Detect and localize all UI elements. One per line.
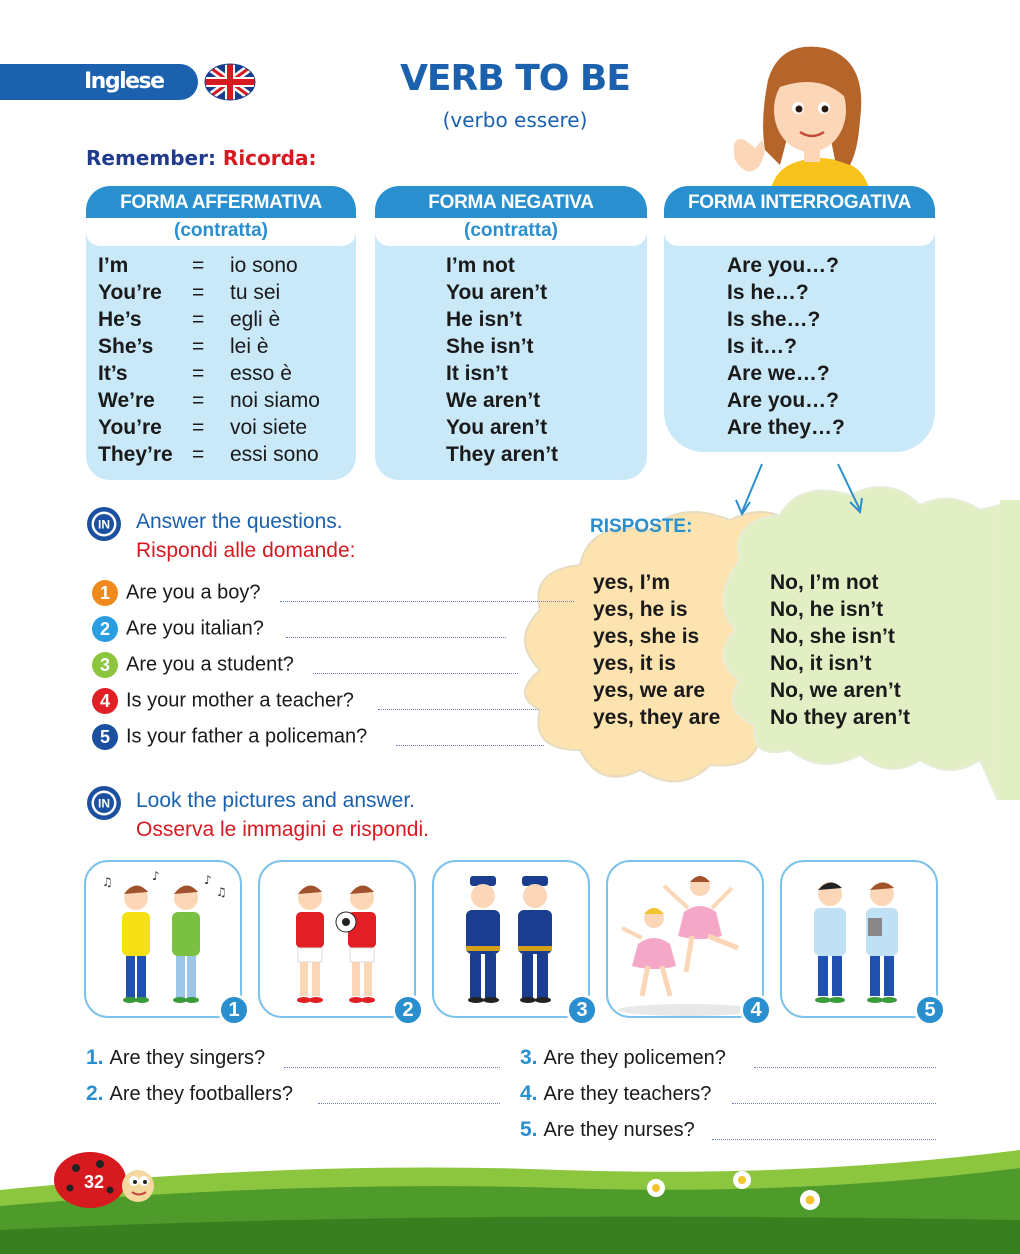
picture-number: 3 <box>566 994 598 1026</box>
picture-question-number: 5. <box>520 1118 538 1141</box>
answer-line[interactable] <box>396 745 544 746</box>
girl-illustration <box>710 40 870 200</box>
picture-question <box>86 1046 265 1076</box>
negative-title: FORMA NEGATIVA <box>375 186 647 218</box>
affirmative-title: FORMA AFFERMATIVA <box>86 186 356 218</box>
page-number: 32 <box>84 1172 105 1192</box>
no-answer: No, I’m not <box>770 571 879 594</box>
picture-question-number: 4. <box>520 1082 538 1105</box>
question-number: 5 <box>92 724 118 750</box>
interrogative-box <box>664 186 935 452</box>
picture-question-text: Are they teachers? <box>543 1083 712 1105</box>
negative-box <box>375 186 647 480</box>
affirmative-subtitle: (contratta) <box>86 218 356 246</box>
svg-text:IN: IN <box>98 796 110 811</box>
interrogative-row: Are we…? <box>727 362 830 385</box>
no-answer: No, she isn’t <box>770 625 895 648</box>
affirmative-row: She’s = lei è <box>98 335 269 358</box>
picture-number: 5 <box>914 994 946 1026</box>
no-answers <box>770 571 910 733</box>
no-answer: No, it isn’t <box>770 652 872 675</box>
yes-answer: yes, they are <box>593 706 721 729</box>
question-row <box>92 580 261 610</box>
svg-text:♫: ♫ <box>216 885 227 899</box>
question-text: Is your mother a teacher? <box>126 689 354 712</box>
page-subtitle: (verbo essere) <box>442 108 588 132</box>
svg-text:♪: ♪ <box>204 873 212 887</box>
picture-question-text: Are they singers? <box>109 1047 266 1069</box>
picture-number: 4 <box>740 994 772 1026</box>
question-number: 1 <box>92 580 118 606</box>
grass-footer <box>0 1150 1020 1254</box>
interrogative-row: Is it…? <box>727 335 798 358</box>
footballers-illustration <box>260 862 414 1016</box>
yes-answer: yes, it is <box>593 652 676 675</box>
affirmative-row: He’s = egli è <box>98 308 281 331</box>
subject-tab <box>0 64 198 100</box>
no-answer: No, he isn’t <box>770 598 884 621</box>
picture-question-text: Are they footballers? <box>109 1083 293 1105</box>
picture-question <box>520 1046 726 1076</box>
affirmative-box <box>86 186 356 480</box>
yes-answer: yes, he is <box>593 598 688 621</box>
answers-label: RISPOSTE: <box>590 516 693 537</box>
uk-flag-icon <box>204 63 256 101</box>
answer-line[interactable] <box>286 637 506 638</box>
interrogative-title: FORMA INTERROGATIVA <box>664 186 935 218</box>
no-answer: No, we aren’t <box>770 679 901 702</box>
no-answer: No they aren’t <box>770 706 911 729</box>
affirmative-row: We’re = noi siamo <box>98 389 320 412</box>
picture-singers <box>84 860 242 1021</box>
question-number: 3 <box>92 652 118 678</box>
question-text: Is your father a policeman? <box>126 725 368 748</box>
negative-row: They aren’t <box>446 443 559 466</box>
yes-answer: yes, I’m <box>593 571 671 594</box>
picture-question <box>520 1118 695 1148</box>
negative-row: You aren’t <box>446 281 548 304</box>
answer-line[interactable] <box>280 601 574 602</box>
interrogative-header-gap <box>664 218 935 246</box>
question-row <box>92 652 294 682</box>
svg-text:IN: IN <box>98 517 110 532</box>
remember-en: Remember: <box>86 146 216 170</box>
exercise1-instruction-en: Answer the questions. <box>136 510 343 533</box>
interrogative-row: Are they…? <box>727 416 845 439</box>
negative-row: I’m not <box>446 254 515 277</box>
picture-policemen <box>432 860 590 1021</box>
exercise1-instruction-it: Rispondi alle domande: <box>136 539 356 562</box>
affirmative-row: I’m = io sono <box>98 254 298 277</box>
negative-row: He isn’t <box>446 308 522 331</box>
negative-row: She isn’t <box>446 335 534 358</box>
picture-nurses <box>780 860 938 1021</box>
svg-text:♫: ♫ <box>102 875 113 889</box>
exercise2-instruction-en: Look the pictures and answer. <box>136 789 416 812</box>
yes-answer: yes, she is <box>593 625 700 648</box>
picture-question-text: Are they nurses? <box>543 1119 695 1141</box>
picture-footballers <box>258 860 416 1021</box>
answer-line[interactable] <box>378 709 538 710</box>
picture-dancers <box>606 860 764 1021</box>
affirmative-row: You’re = voi siete <box>98 416 308 439</box>
picture-question-number: 2. <box>86 1082 104 1105</box>
picture-question <box>520 1082 711 1112</box>
answer-line[interactable] <box>284 1067 500 1068</box>
interrogative-row: Is she…? <box>727 308 821 331</box>
negative-row: It isn’t <box>446 362 508 385</box>
question-row <box>92 616 264 646</box>
negative-row: We aren’t <box>446 389 541 412</box>
answer-line[interactable] <box>318 1103 500 1104</box>
picture-question <box>86 1082 293 1112</box>
subject-label: Inglese <box>84 69 164 94</box>
picture-question-number: 1. <box>86 1046 104 1069</box>
question-number: 2 <box>92 616 118 642</box>
answer-line[interactable] <box>313 673 518 674</box>
question-text: Are you a student? <box>126 653 294 676</box>
remember-it: Ricorda: <box>222 146 317 170</box>
nurses-illustration <box>782 862 936 1016</box>
question-text: Are you a boy? <box>126 581 261 604</box>
picture-number: 1 <box>218 994 250 1026</box>
interrogative-row: Are you…? <box>727 389 840 412</box>
dancers-illustration <box>608 862 762 1016</box>
affirmative-row: They’re = essi sono <box>98 443 319 466</box>
interrogative-row: Is he…? <box>727 281 809 304</box>
policemen-illustration <box>434 862 588 1016</box>
yes-answers <box>593 571 720 733</box>
question-text: Are you italian? <box>126 617 264 640</box>
question-number: 4 <box>92 688 118 714</box>
picture-question-text: Are they policemen? <box>543 1047 726 1069</box>
page-title: VERB TO BE <box>400 58 630 99</box>
singers-illustration <box>86 862 240 1016</box>
question-row <box>92 688 354 718</box>
affirmative-row: You’re = tu sei <box>98 281 281 304</box>
yes-answer: yes, we are <box>593 679 706 702</box>
svg-text:♪: ♪ <box>152 869 160 883</box>
remember-label <box>86 146 316 170</box>
negative-row: You aren’t <box>446 416 548 439</box>
interrogative-row: Are you…? <box>727 254 840 277</box>
in-badge-icon <box>86 785 122 821</box>
answers-clouds <box>510 460 1020 800</box>
exercise2-instruction-it: Osserva le immagini e rispondi. <box>136 818 429 841</box>
question-row <box>92 724 367 754</box>
answer-line[interactable] <box>712 1139 936 1140</box>
in-badge-icon <box>86 506 122 542</box>
answer-line[interactable] <box>754 1067 936 1068</box>
affirmative-row: It’s = esso è <box>98 362 292 385</box>
picture-number: 2 <box>392 994 424 1026</box>
negative-subtitle: (contratta) <box>375 218 647 246</box>
picture-question-number: 3. <box>520 1046 538 1069</box>
answer-line[interactable] <box>732 1103 936 1104</box>
